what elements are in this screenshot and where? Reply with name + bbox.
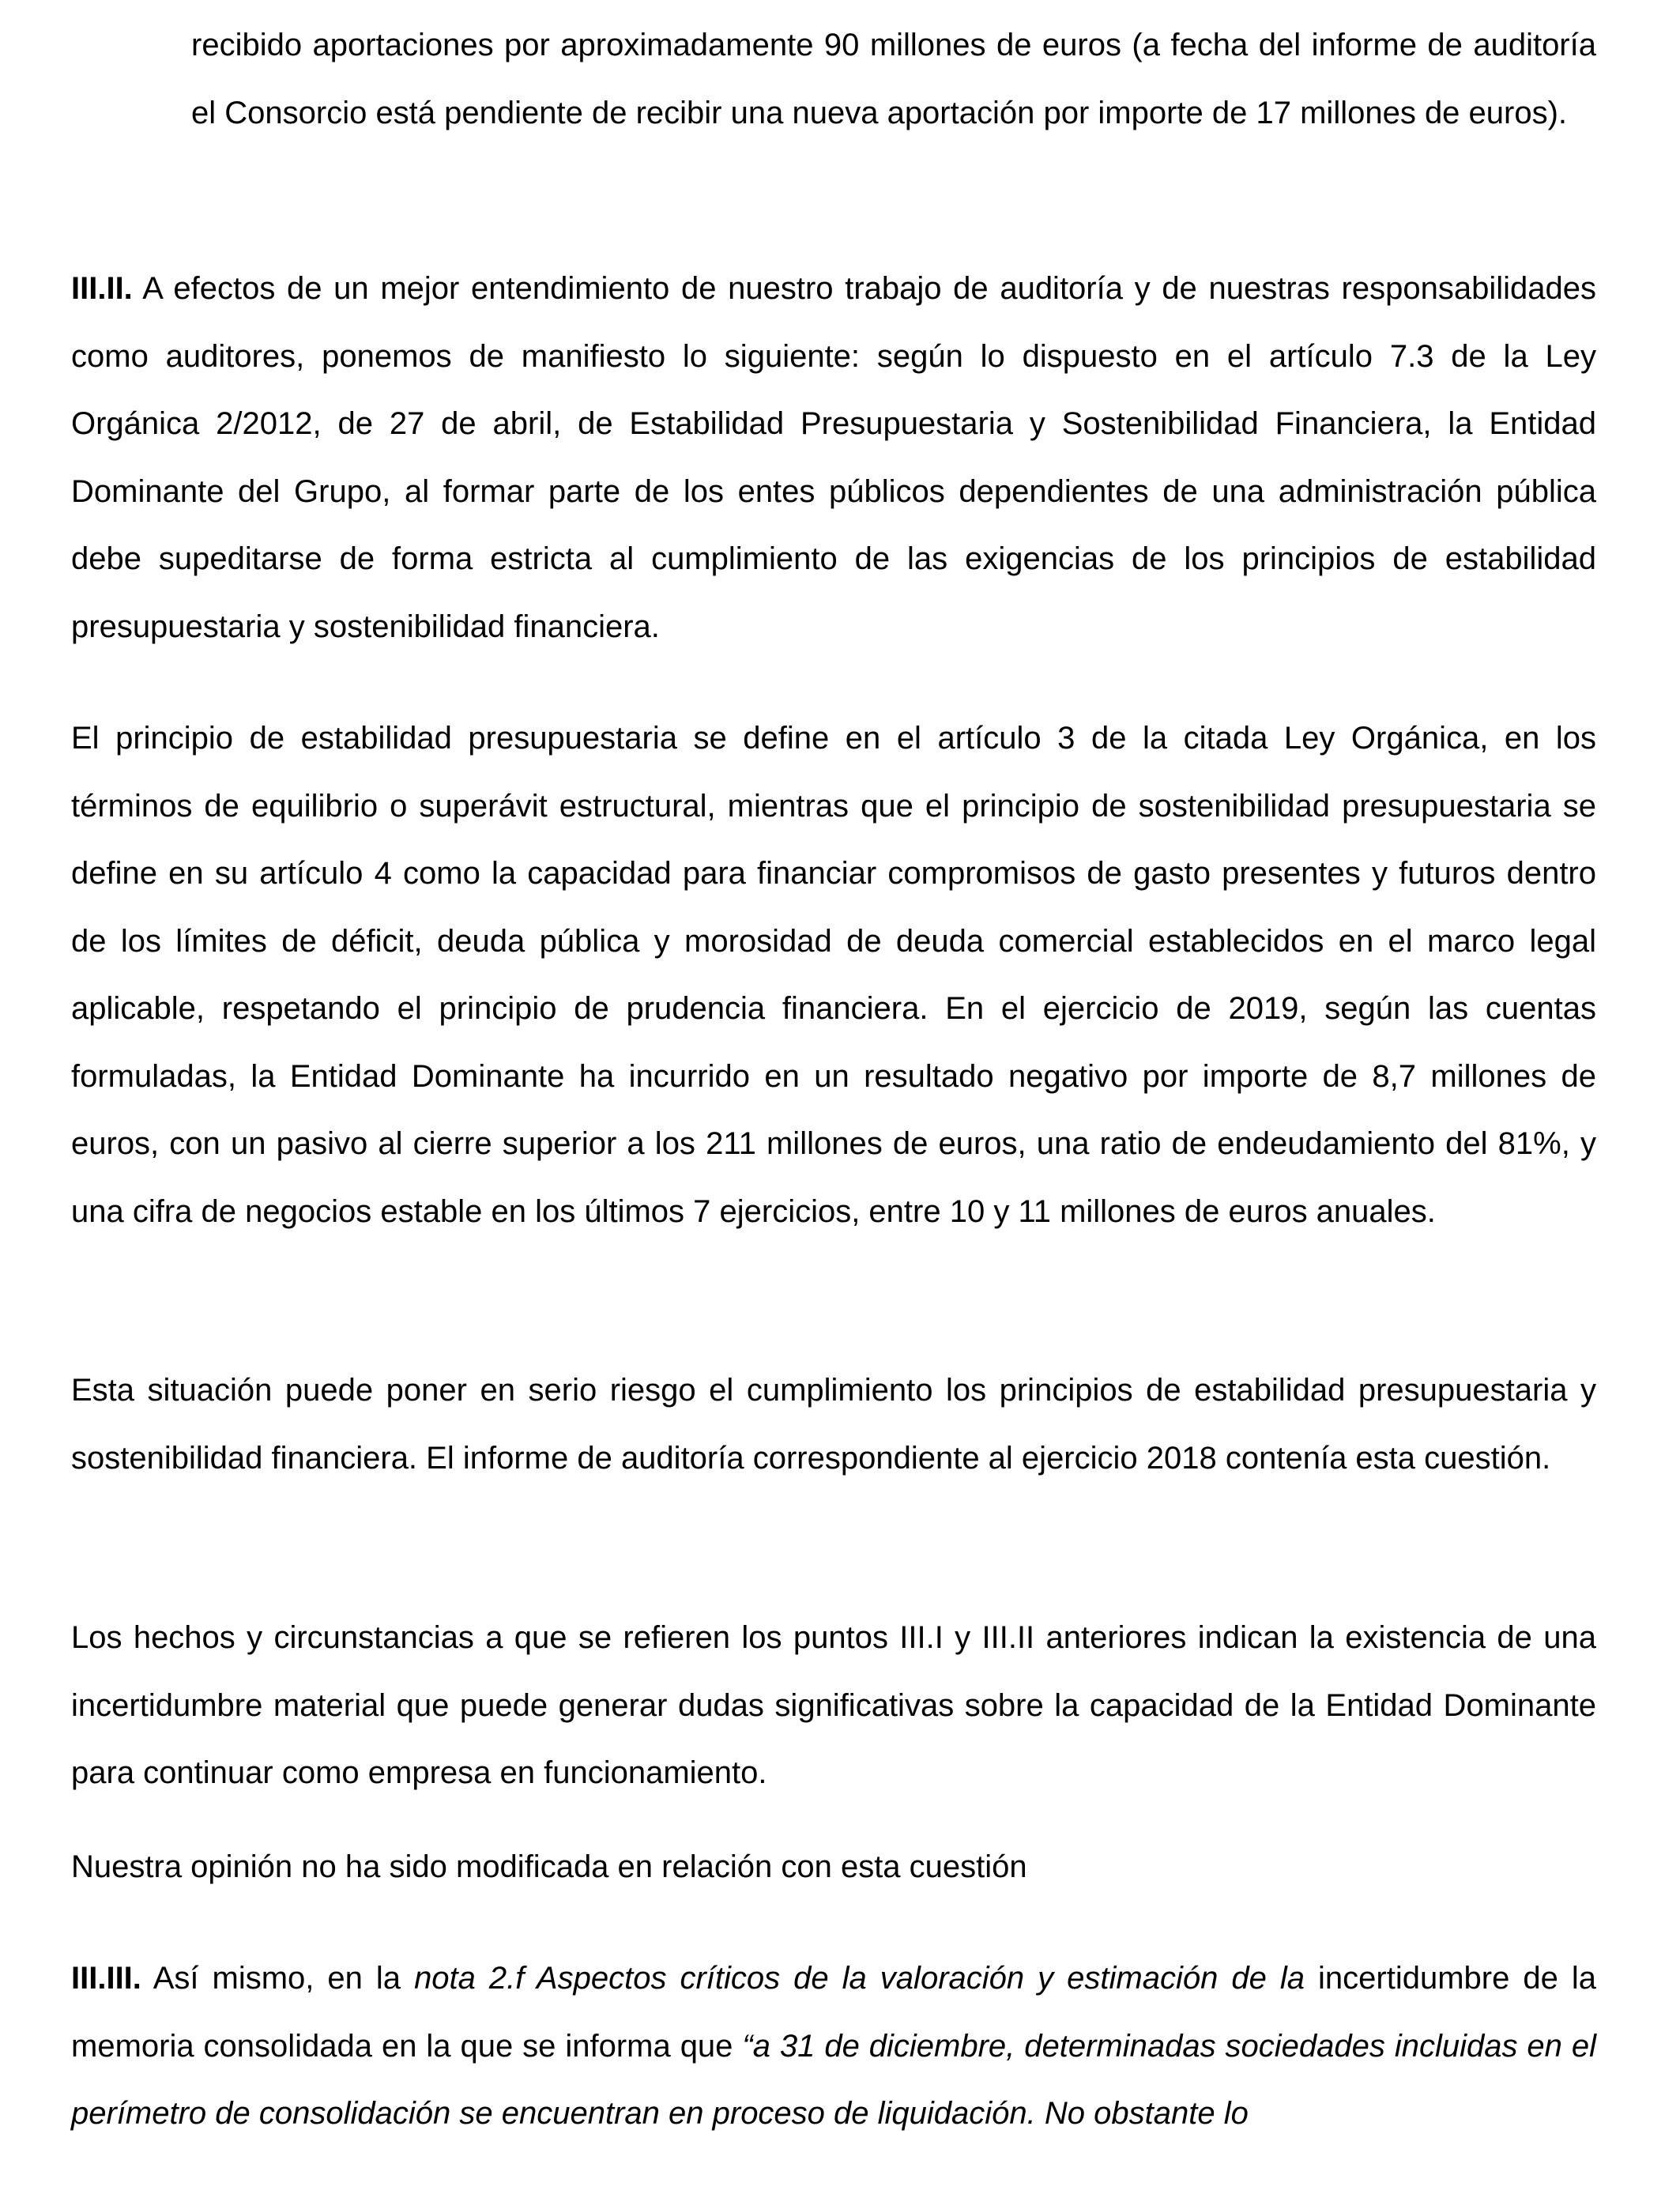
paragraph-text: A efectos de un mejor entendimiento de nuestro trabajo de auditoría y de nuestras responsabilidades como auditores, ponemos de manifiesto lo siguiente: según lo dispuesto en el artículo 7.3 de la Ley Orgánica 2/2012, de 27 de abril, de Estabilidad Presupuestaria y Sostenibilidad Financiera, la Entidad Dominante del Grupo, al formar parte de los entes públicos dependientes de una administración pública debe supeditarse de forma estricta al cumplimiento de las exigencias de los principios de estabilidad presupuestaria y sostenibilidad financiera. [71, 271, 1596, 644]
paragraph-text: Así mismo, en la [141, 1961, 415, 1996]
paragraph-text: El principio de estabilidad presupuestaria se define en el artículo 3 de la citada Ley Orgánica, en los términos de equilibrio o superávit estructural, mientras que el principio de sostenibilidad presupuestaria se define en su artículo 4 como la capacidad para financiar compromisos de gasto presentes y futuros dentro de los límites de déficit, deuda pública y morosidad de deuda comercial establecidos en el marco legal aplicable, respetando el principio de prudencia financiera. En el ejercicio de 2019, según las cuentas formuladas, la Entidad Dominante ha incurrido en un resultado negativo por importe de 8,7 millones de euros, con un pasivo al cierre superior a los 211 millones de euros, una ratio de endeudamiento del 81%, y una cifra de negocios estable en los últimos 7 ejercicios, entre 10 y 11 millones de euros anuales. [71, 721, 1596, 1229]
note-reference: nota 2.f Aspectos críticos de la valoración y estimación de la [414, 1961, 1305, 1996]
paragraph-principio-estabilidad [71, 705, 1596, 1246]
section-heading: III.II. [71, 271, 133, 306]
paragraph-incertidumbre-material [71, 1604, 1596, 1808]
paragraph-text: incertidumbre de la memoria consolidada en la que se informa que [71, 1961, 1596, 2064]
paragraph-aportaciones [191, 12, 1596, 147]
quoted-text: “a 31 de diciembre, determinadas sociedades incluidas en el perímetro de consolidación se encuentran en proceso de liquidación. No obstante lo [71, 2028, 1596, 2131]
paragraph-text: Esta situación puede poner en serio riesgo el cumplimiento los principios de estabilidad presupuestaria y sostenibilidad financiera. El informe de auditoría correspondiente al ejercicio 2018 contenía esta cuestión. [71, 1373, 1596, 1476]
paragraph-text: Los hechos y circunstancias a que se refieren los puntos III.I y III.II anteriores indican la existencia de una incertidumbre material que puede generar dudas significativas sobre la capacidad de la Entidad Dominante para continuar como empresa en funcionamiento. [71, 1620, 1596, 1790]
paragraph-text: recibido aportaciones por aproximadamente 90 millones de euros (a fecha del informe de auditoría el Consorcio está pendiente de recibir una nueva aportación por importe de 17 millones de euros). [191, 28, 1596, 130]
paragraph-opinion-no-modificada [71, 1834, 1596, 1902]
paragraph-text: Nuestra opinión no ha sido modificada en relación con esta cuestión [71, 1849, 1027, 1884]
paragraph-section-iii-ii [71, 255, 1596, 661]
paragraph-situacion-riesgo [71, 1357, 1596, 1492]
paragraph-section-iii-iii [71, 1945, 1596, 2148]
section-heading: III.III. [71, 1961, 141, 1996]
